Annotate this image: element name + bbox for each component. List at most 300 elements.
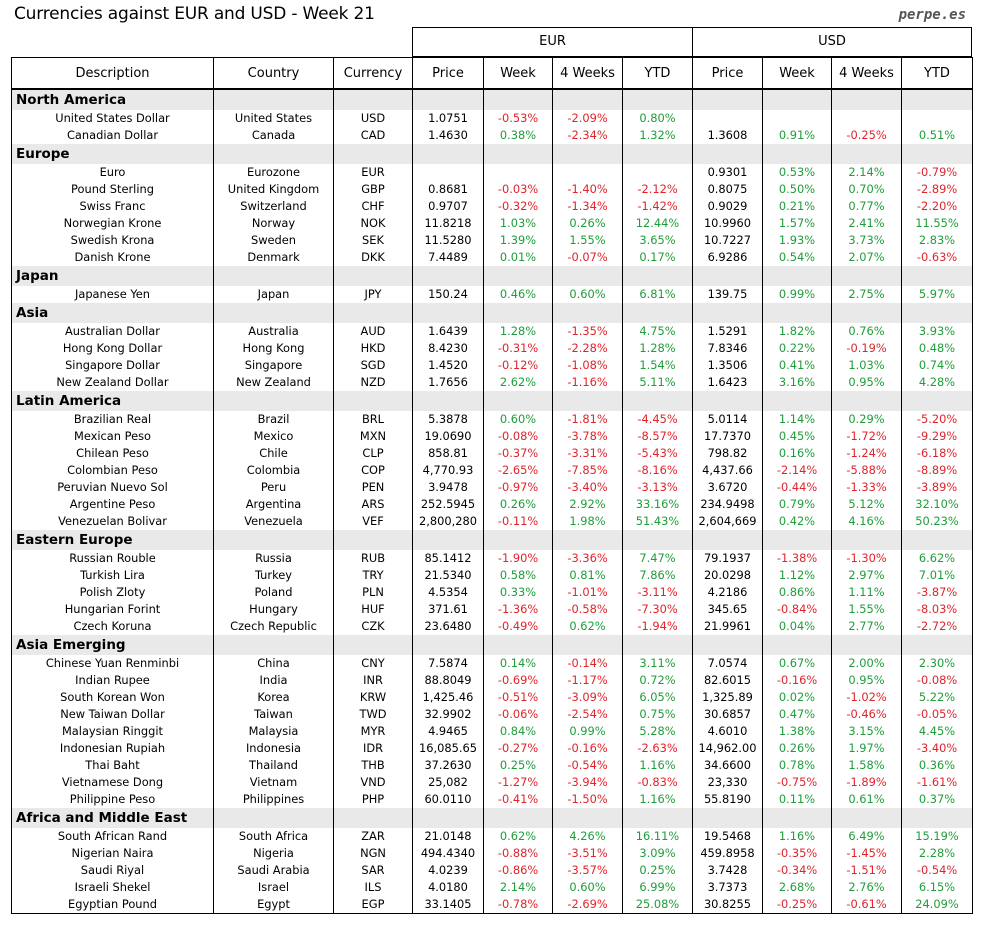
section-title: Eastern Europe (12, 530, 214, 550)
cell-eur-4weeks: 0.26% (553, 215, 623, 232)
cell-usd-4weeks: -1.02% (832, 689, 902, 706)
cell-country: Hong Kong (214, 340, 334, 357)
cell-currency: NZD (334, 374, 413, 391)
cell-usd-price: 0.9029 (693, 198, 763, 215)
section-filler-cell (334, 266, 413, 286)
table-row (12, 164, 973, 181)
cell-eur-ytd: 51.43% (623, 513, 693, 530)
cell-usd-ytd: 4.28% (902, 374, 973, 391)
cell-eur-price: 3.9478 (413, 479, 484, 496)
cell-eur-week: -1.36% (484, 601, 553, 618)
cell-eur-week: 0.26% (484, 496, 553, 513)
cell-eur-week: -0.86% (484, 862, 553, 879)
table-row (12, 462, 973, 479)
table-row (12, 340, 973, 357)
cell-eur-week: -0.69% (484, 672, 553, 689)
cell-usd-week: 0.22% (763, 340, 832, 357)
section-header-row (12, 144, 973, 164)
cell-currency: ILS (334, 879, 413, 896)
cell-country: Czech Republic (214, 618, 334, 635)
section-filler-cell (623, 266, 693, 286)
table-body (12, 89, 973, 914)
cell-usd-price: 34.6600 (693, 757, 763, 774)
cell-usd-4weeks: -1.51% (832, 862, 902, 879)
cell-usd-ytd: 0.51% (902, 127, 973, 144)
cell-eur-ytd: 0.17% (623, 249, 693, 266)
cell-usd-4weeks: 2.77% (832, 618, 902, 635)
cell-usd-ytd: -1.61% (902, 774, 973, 791)
cell-eur-price: 494.4340 (413, 845, 484, 862)
cell-usd-week: 0.53% (763, 164, 832, 181)
cell-usd-ytd: -3.89% (902, 479, 973, 496)
section-filler-cell (553, 808, 623, 828)
cell-country: Eurozone (214, 164, 334, 181)
cell-usd-ytd: 6.15% (902, 879, 973, 896)
cell-usd-ytd: -2.72% (902, 618, 973, 635)
cell-country: United States (214, 110, 334, 127)
cell-eur-week (484, 164, 553, 181)
cell-usd-4weeks: -1.24% (832, 445, 902, 462)
cell-eur-4weeks: -1.50% (553, 791, 623, 808)
cell-usd-ytd: 2.30% (902, 655, 973, 672)
cell-eur-ytd: 3.65% (623, 232, 693, 249)
cell-usd-4weeks: -0.61% (832, 896, 902, 914)
cell-country: Malaysia (214, 723, 334, 740)
table-row (12, 513, 973, 530)
cell-description: New Zealand Dollar (12, 374, 214, 391)
section-header-row (12, 391, 973, 411)
cell-eur-ytd: 1.54% (623, 357, 693, 374)
cell-usd-ytd: 2.28% (902, 845, 973, 862)
cell-usd-week: 0.04% (763, 618, 832, 635)
section-filler-cell (693, 391, 763, 411)
cell-currency: TWD (334, 706, 413, 723)
cell-usd-4weeks: 0.76% (832, 323, 902, 340)
section-filler-cell (214, 391, 334, 411)
cell-eur-ytd: 1.16% (623, 791, 693, 808)
section-filler-cell (623, 808, 693, 828)
cell-currency: PEN (334, 479, 413, 496)
cell-usd-week: 1.38% (763, 723, 832, 740)
cell-currency: CLP (334, 445, 413, 462)
cell-usd-week: 1.12% (763, 567, 832, 584)
cell-currency: PHP (334, 791, 413, 808)
section-filler-cell (693, 808, 763, 828)
cell-eur-price: 4.5354 (413, 584, 484, 601)
section-filler-cell (484, 89, 553, 110)
cell-usd-week: 0.67% (763, 655, 832, 672)
cell-usd-week: 0.50% (763, 181, 832, 198)
section-filler-cell (413, 635, 484, 655)
cell-usd-price: 7.0574 (693, 655, 763, 672)
cell-eur-4weeks: 0.60% (553, 286, 623, 303)
cell-description: Pound Sterling (12, 181, 214, 198)
cell-usd-ytd: -0.63% (902, 249, 973, 266)
cell-eur-4weeks: -0.14% (553, 655, 623, 672)
cell-country: Poland (214, 584, 334, 601)
section-filler-cell (413, 530, 484, 550)
cell-usd-price: 234.9498 (693, 496, 763, 513)
cell-currency: ARS (334, 496, 413, 513)
cell-eur-4weeks: -0.54% (553, 757, 623, 774)
cell-currency: CAD (334, 127, 413, 144)
cell-usd-week: -0.35% (763, 845, 832, 862)
section-filler-cell (214, 530, 334, 550)
cell-eur-week: -0.88% (484, 845, 553, 862)
cell-currency: INR (334, 672, 413, 689)
cell-currency: MYR (334, 723, 413, 740)
cell-eur-week: 0.58% (484, 567, 553, 584)
cell-eur-week: 0.62% (484, 828, 553, 845)
cell-currency: RUB (334, 550, 413, 567)
cell-usd-week: -1.38% (763, 550, 832, 567)
cell-usd-4weeks: -1.33% (832, 479, 902, 496)
cell-usd-ytd: -9.29% (902, 428, 973, 445)
cell-usd-4weeks: -1.72% (832, 428, 902, 445)
cell-eur-price: 16,085.65 (413, 740, 484, 757)
cell-currency: JPY (334, 286, 413, 303)
cell-eur-price: 23.6480 (413, 618, 484, 635)
section-filler-cell (832, 144, 902, 164)
cell-usd-4weeks: 0.70% (832, 181, 902, 198)
table-row (12, 110, 973, 127)
cell-eur-ytd: -4.45% (623, 411, 693, 428)
cell-eur-4weeks: -1.17% (553, 672, 623, 689)
section-header-row (12, 635, 973, 655)
cell-eur-week: 1.03% (484, 215, 553, 232)
cell-usd-week: -0.84% (763, 601, 832, 618)
cell-eur-4weeks: 0.60% (553, 879, 623, 896)
cell-eur-price: 1.7656 (413, 374, 484, 391)
cell-eur-price: 85.1412 (413, 550, 484, 567)
cell-usd-4weeks: -0.25% (832, 127, 902, 144)
cell-eur-ytd: 1.16% (623, 757, 693, 774)
table-row (12, 479, 973, 496)
table-row (12, 249, 973, 266)
section-filler-cell (623, 89, 693, 110)
cell-usd-ytd: 0.74% (902, 357, 973, 374)
table-row (12, 357, 973, 374)
cell-description: Nigerian Naira (12, 845, 214, 862)
cell-eur-4weeks: -0.16% (553, 740, 623, 757)
col-usd-4weeks: 4 Weeks (832, 58, 902, 90)
cell-description: Thai Baht (12, 757, 214, 774)
cell-description: Hong Kong Dollar (12, 340, 214, 357)
cell-currency: TRY (334, 567, 413, 584)
cell-currency: PLN (334, 584, 413, 601)
cell-eur-4weeks: -3.36% (553, 550, 623, 567)
cell-usd-ytd: 6.62% (902, 550, 973, 567)
table-row (12, 740, 973, 757)
cell-currency: VND (334, 774, 413, 791)
cell-usd-4weeks: -1.45% (832, 845, 902, 862)
cell-eur-ytd (623, 164, 693, 181)
cell-eur-4weeks: -2.69% (553, 896, 623, 914)
cell-eur-week: -0.03% (484, 181, 553, 198)
cell-eur-week: -0.37% (484, 445, 553, 462)
cell-eur-ytd: 0.25% (623, 862, 693, 879)
cell-usd-week: 3.16% (763, 374, 832, 391)
cell-eur-week: -0.08% (484, 428, 553, 445)
cell-eur-4weeks: 4.26% (553, 828, 623, 845)
section-filler-cell (214, 808, 334, 828)
cell-eur-ytd: -3.11% (623, 584, 693, 601)
cell-description: New Taiwan Dollar (12, 706, 214, 723)
cell-eur-week: -0.06% (484, 706, 553, 723)
section-title: Asia (12, 303, 214, 323)
cell-eur-4weeks: -2.09% (553, 110, 623, 127)
col-eur-price: Price (413, 58, 484, 90)
cell-country: Philippines (214, 791, 334, 808)
cell-eur-4weeks (553, 164, 623, 181)
cell-eur-4weeks: -2.54% (553, 706, 623, 723)
cell-usd-price: 459.8958 (693, 845, 763, 862)
cell-currency: AUD (334, 323, 413, 340)
cell-eur-4weeks: -3.57% (553, 862, 623, 879)
cell-eur-week: 1.39% (484, 232, 553, 249)
cell-usd-price: 21.9961 (693, 618, 763, 635)
cell-description: Czech Koruna (12, 618, 214, 635)
cell-usd-ytd: -8.89% (902, 462, 973, 479)
cell-eur-4weeks: -3.31% (553, 445, 623, 462)
cell-eur-week: -0.11% (484, 513, 553, 530)
cell-eur-week: 0.46% (484, 286, 553, 303)
cell-eur-price: 5.3878 (413, 411, 484, 428)
cell-eur-4weeks: -3.51% (553, 845, 623, 862)
cell-eur-4weeks: -3.94% (553, 774, 623, 791)
cell-eur-4weeks: 0.99% (553, 723, 623, 740)
cell-country: Norway (214, 215, 334, 232)
cell-description: Philippine Peso (12, 791, 214, 808)
section-filler-cell (832, 808, 902, 828)
section-filler-cell (902, 144, 973, 164)
section-header-row (12, 89, 973, 110)
cell-eur-ytd: 25.08% (623, 896, 693, 914)
cell-description: Egyptian Pound (12, 896, 214, 914)
cell-currency: DKK (334, 249, 413, 266)
cell-usd-price: 23,330 (693, 774, 763, 791)
cell-description: Colombian Peso (12, 462, 214, 479)
cell-currency: MXN (334, 428, 413, 445)
cell-currency: SAR (334, 862, 413, 879)
table-row (12, 862, 973, 879)
col-eur-ytd: YTD (623, 58, 693, 90)
eur-group-header: EUR (412, 27, 693, 57)
col-eur-4weeks: 4 Weeks (553, 58, 623, 90)
cell-usd-price: 82.6015 (693, 672, 763, 689)
cell-usd-week: 0.86% (763, 584, 832, 601)
section-filler-cell (902, 303, 973, 323)
cell-eur-4weeks: -0.58% (553, 601, 623, 618)
cell-eur-week: 0.01% (484, 249, 553, 266)
cell-usd-price: 1.6423 (693, 374, 763, 391)
section-filler-cell (334, 303, 413, 323)
cell-usd-price: 7.8346 (693, 340, 763, 357)
cell-eur-ytd: -8.57% (623, 428, 693, 445)
cell-description: United States Dollar (12, 110, 214, 127)
cell-eur-ytd: -3.13% (623, 479, 693, 496)
cell-usd-ytd: 24.09% (902, 896, 973, 914)
section-filler-cell (693, 266, 763, 286)
section-filler-cell (334, 89, 413, 110)
cell-country: Nigeria (214, 845, 334, 862)
cell-eur-price: 11.8218 (413, 215, 484, 232)
cell-usd-price: 4.2186 (693, 584, 763, 601)
section-filler-cell (553, 144, 623, 164)
cell-usd-week: -0.25% (763, 896, 832, 914)
cell-usd-week (763, 110, 832, 127)
cell-description: Argentine Peso (12, 496, 214, 513)
section-filler-cell (693, 89, 763, 110)
section-filler-cell (484, 530, 553, 550)
cell-eur-week: 0.60% (484, 411, 553, 428)
section-title: Africa and Middle East (12, 808, 214, 828)
cell-usd-4weeks: -0.19% (832, 340, 902, 357)
cell-usd-week: 0.02% (763, 689, 832, 706)
cell-eur-ytd: 6.81% (623, 286, 693, 303)
section-title: Japan (12, 266, 214, 286)
section-filler-cell (553, 303, 623, 323)
cell-usd-4weeks: 2.97% (832, 567, 902, 584)
cell-country: China (214, 655, 334, 672)
cell-eur-week: -0.41% (484, 791, 553, 808)
cell-usd-price: 55.8190 (693, 791, 763, 808)
section-filler-cell (484, 391, 553, 411)
section-filler-cell (693, 144, 763, 164)
col-eur-week: Week (484, 58, 553, 90)
cell-currency: EUR (334, 164, 413, 181)
cell-usd-4weeks (832, 110, 902, 127)
table-row (12, 723, 973, 740)
cell-description: Euro (12, 164, 214, 181)
section-filler-cell (484, 266, 553, 286)
cell-usd-price: 17.7370 (693, 428, 763, 445)
cell-usd-ytd: -6.18% (902, 445, 973, 462)
cell-eur-price: 7.5874 (413, 655, 484, 672)
section-header-row (12, 808, 973, 828)
cell-usd-4weeks: -0.46% (832, 706, 902, 723)
cell-usd-ytd: -8.03% (902, 601, 973, 618)
cell-description: Australian Dollar (12, 323, 214, 340)
table-row (12, 618, 973, 635)
cell-eur-ytd: -8.16% (623, 462, 693, 479)
cell-eur-price: 1.0751 (413, 110, 484, 127)
cell-usd-4weeks: 1.11% (832, 584, 902, 601)
section-filler-cell (902, 266, 973, 286)
section-filler-cell (484, 808, 553, 828)
cell-eur-week: -1.90% (484, 550, 553, 567)
cell-usd-4weeks: 2.00% (832, 655, 902, 672)
cell-currency: BRL (334, 411, 413, 428)
cell-eur-4weeks: 1.55% (553, 232, 623, 249)
cell-eur-week: -2.65% (484, 462, 553, 479)
cell-eur-price: 60.0110 (413, 791, 484, 808)
cell-usd-4weeks: -5.88% (832, 462, 902, 479)
cell-country: Turkey (214, 567, 334, 584)
cell-currency: SGD (334, 357, 413, 374)
section-filler-cell (553, 266, 623, 286)
cell-eur-ytd: -7.30% (623, 601, 693, 618)
cell-usd-ytd: 0.36% (902, 757, 973, 774)
cell-country: United Kingdom (214, 181, 334, 198)
cell-description: Peruvian Nuevo Sol (12, 479, 214, 496)
cell-country: Hungary (214, 601, 334, 618)
cell-description: Canadian Dollar (12, 127, 214, 144)
col-usd-price: Price (693, 58, 763, 90)
cell-eur-4weeks: 1.98% (553, 513, 623, 530)
cell-eur-ytd: -1.94% (623, 618, 693, 635)
usd-group-header: USD (692, 27, 972, 57)
cell-usd-ytd: 11.55% (902, 215, 973, 232)
cell-usd-week: 0.91% (763, 127, 832, 144)
cell-usd-week: 0.99% (763, 286, 832, 303)
cell-usd-ytd: 4.45% (902, 723, 973, 740)
cell-description: Danish Krone (12, 249, 214, 266)
cell-currency: THB (334, 757, 413, 774)
cell-usd-ytd: -0.05% (902, 706, 973, 723)
cell-description: Israeli Shekel (12, 879, 214, 896)
section-filler-cell (413, 144, 484, 164)
table-row (12, 601, 973, 618)
cell-usd-price: 20.0298 (693, 567, 763, 584)
cell-description: Indonesian Rupiah (12, 740, 214, 757)
cell-eur-ytd: 1.28% (623, 340, 693, 357)
cell-country: Singapore (214, 357, 334, 374)
table-row (12, 428, 973, 445)
cell-currency: EGP (334, 896, 413, 914)
cell-eur-week: 0.84% (484, 723, 553, 740)
cell-usd-price: 2,604,669 (693, 513, 763, 530)
table-row (12, 374, 973, 391)
cell-country: Brazil (214, 411, 334, 428)
cell-eur-4weeks: -1.81% (553, 411, 623, 428)
cell-currency: USD (334, 110, 413, 127)
section-filler-cell (763, 266, 832, 286)
cell-eur-ytd: 1.32% (623, 127, 693, 144)
section-filler-cell (902, 808, 973, 828)
cell-eur-week: 0.33% (484, 584, 553, 601)
table-row (12, 198, 973, 215)
cell-country: Egypt (214, 896, 334, 914)
section-filler-cell (693, 530, 763, 550)
cell-usd-price: 79.1937 (693, 550, 763, 567)
section-filler-cell (763, 391, 832, 411)
cell-usd-week: 0.16% (763, 445, 832, 462)
table-row (12, 445, 973, 462)
cell-usd-week: -0.44% (763, 479, 832, 496)
cell-currency: ZAR (334, 828, 413, 845)
brand-logo-text: perpe.es (898, 7, 966, 23)
cell-description: Russian Rouble (12, 550, 214, 567)
cell-usd-ytd: 5.22% (902, 689, 973, 706)
cell-eur-price: 0.8681 (413, 181, 484, 198)
col-country: Country (214, 58, 334, 90)
cell-eur-price: 1,425.46 (413, 689, 484, 706)
cell-usd-4weeks: 2.41% (832, 215, 902, 232)
cell-usd-price: 0.8075 (693, 181, 763, 198)
cell-country: Venezuela (214, 513, 334, 530)
cell-eur-ytd: -2.12% (623, 181, 693, 198)
cell-usd-week: 0.54% (763, 249, 832, 266)
cell-country: Korea (214, 689, 334, 706)
cell-currency: HUF (334, 601, 413, 618)
cell-country: Denmark (214, 249, 334, 266)
section-filler-cell (553, 635, 623, 655)
cell-usd-week: 0.11% (763, 791, 832, 808)
section-filler-cell (413, 303, 484, 323)
section-filler-cell (902, 635, 973, 655)
cell-eur-4weeks: -2.34% (553, 127, 623, 144)
